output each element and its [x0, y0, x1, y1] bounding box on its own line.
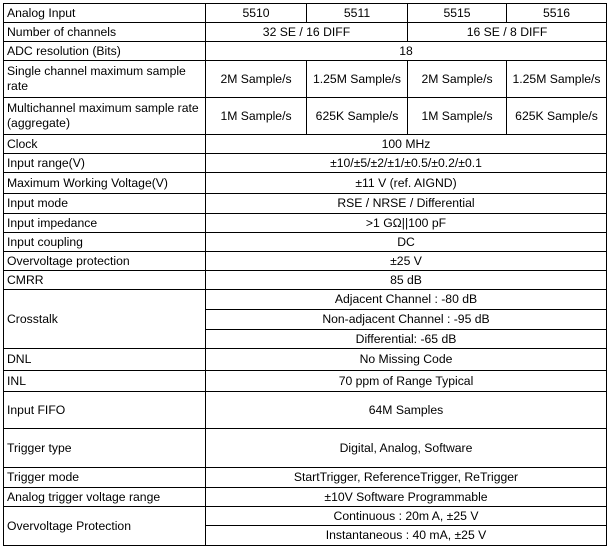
- analog-input-spec-table: [3, 3, 607, 546]
- row-label: Overvoltage protection: [4, 252, 206, 271]
- table-row: [4, 194, 607, 214]
- row-label: Maximum Working Voltage(V): [4, 173, 206, 194]
- table-row: [4, 371, 607, 392]
- row-value: Adjacent Channel : -80 dB: [206, 290, 607, 310]
- table-row: [4, 42, 607, 61]
- row-value: 100 MHz: [206, 135, 607, 154]
- row-value: DC: [206, 233, 607, 252]
- row-label: Overvoltage Protection: [4, 507, 206, 546]
- model-5515-header: 5515: [408, 4, 507, 23]
- row-value: 1.25M Sample/s: [307, 61, 408, 98]
- row-label: Multichannel maximum sample rate (aggregate): [4, 98, 206, 135]
- table-row: [4, 135, 607, 154]
- row-value: 2M Sample/s: [408, 61, 507, 98]
- row-value: Differential: -65 dB: [206, 330, 607, 349]
- row-label: Input coupling: [4, 233, 206, 252]
- table-row: [4, 290, 607, 310]
- row-value: 16 SE / 8 DIFF: [408, 23, 607, 42]
- row-label: Input impedance: [4, 214, 206, 233]
- row-value: No Missing Code: [206, 349, 607, 371]
- row-value: 70 ppm of Range Typical: [206, 371, 607, 392]
- row-value: 625K Sample/s: [307, 98, 408, 135]
- row-value: 18: [206, 42, 607, 61]
- row-value: Continuous : 20m A, ±25 V: [206, 507, 607, 526]
- row-value: StartTrigger, ReferenceTrigger, ReTrigger: [206, 468, 607, 488]
- table-row: [4, 214, 607, 233]
- header-label: Analog Input: [4, 4, 206, 23]
- row-label: Input range(V): [4, 154, 206, 173]
- row-value: 85 dB: [206, 271, 607, 290]
- row-label: Input mode: [4, 194, 206, 214]
- table-row: [4, 98, 607, 135]
- table-row: [4, 349, 607, 371]
- row-label: Input FIFO: [4, 392, 206, 429]
- row-value: ±10V Software Programmable: [206, 488, 607, 507]
- table-row: [4, 468, 607, 488]
- row-value: Digital, Analog, Software: [206, 429, 607, 468]
- model-5516-header: 5516: [507, 4, 607, 23]
- table-header-row: [4, 4, 607, 23]
- table-row: [4, 61, 607, 98]
- row-label: CMRR: [4, 271, 206, 290]
- row-label: Crosstalk: [4, 290, 206, 349]
- model-5510-header: 5510: [206, 4, 307, 23]
- row-label: Trigger mode: [4, 468, 206, 488]
- row-label: Single channel maximum sample rate: [4, 61, 206, 98]
- table-row: [4, 271, 607, 290]
- table-row: [4, 23, 607, 42]
- table-row: [4, 252, 607, 271]
- row-label: Trigger type: [4, 429, 206, 468]
- table-row: [4, 507, 607, 526]
- row-value: Instantaneous : 40 mA, ±25 V: [206, 526, 607, 546]
- table-row: [4, 392, 607, 429]
- spec-sheet: [3, 3, 607, 546]
- row-value: RSE / NRSE / Differential: [206, 194, 607, 214]
- row-value: 64M Samples: [206, 392, 607, 429]
- table-row: [4, 233, 607, 252]
- table-row: [4, 429, 607, 468]
- row-value: 2M Sample/s: [206, 61, 307, 98]
- row-label: Analog trigger voltage range: [4, 488, 206, 507]
- row-value: 1M Sample/s: [408, 98, 507, 135]
- row-label: ADC resolution (Bits): [4, 42, 206, 61]
- table-row: [4, 154, 607, 173]
- row-value: >1 GΩ||100 pF: [206, 214, 607, 233]
- model-5511-header: 5511: [307, 4, 408, 23]
- row-value: 32 SE / 16 DIFF: [206, 23, 408, 42]
- row-label: Number of channels: [4, 23, 206, 42]
- row-label: Clock: [4, 135, 206, 154]
- row-value: 625K Sample/s: [507, 98, 607, 135]
- row-value: 1M Sample/s: [206, 98, 307, 135]
- row-value: ±25 V: [206, 252, 607, 271]
- row-label: INL: [4, 371, 206, 392]
- row-label: DNL: [4, 349, 206, 371]
- row-value: ±11 V (ref. AIGND): [206, 173, 607, 194]
- row-value: 1.25M Sample/s: [507, 61, 607, 98]
- row-value: ±10/±5/±2/±1/±0.5/±0.2/±0.1: [206, 154, 607, 173]
- row-value: Non-adjacent Channel : -95 dB: [206, 310, 607, 330]
- table-row: [4, 173, 607, 194]
- table-row: [4, 488, 607, 507]
